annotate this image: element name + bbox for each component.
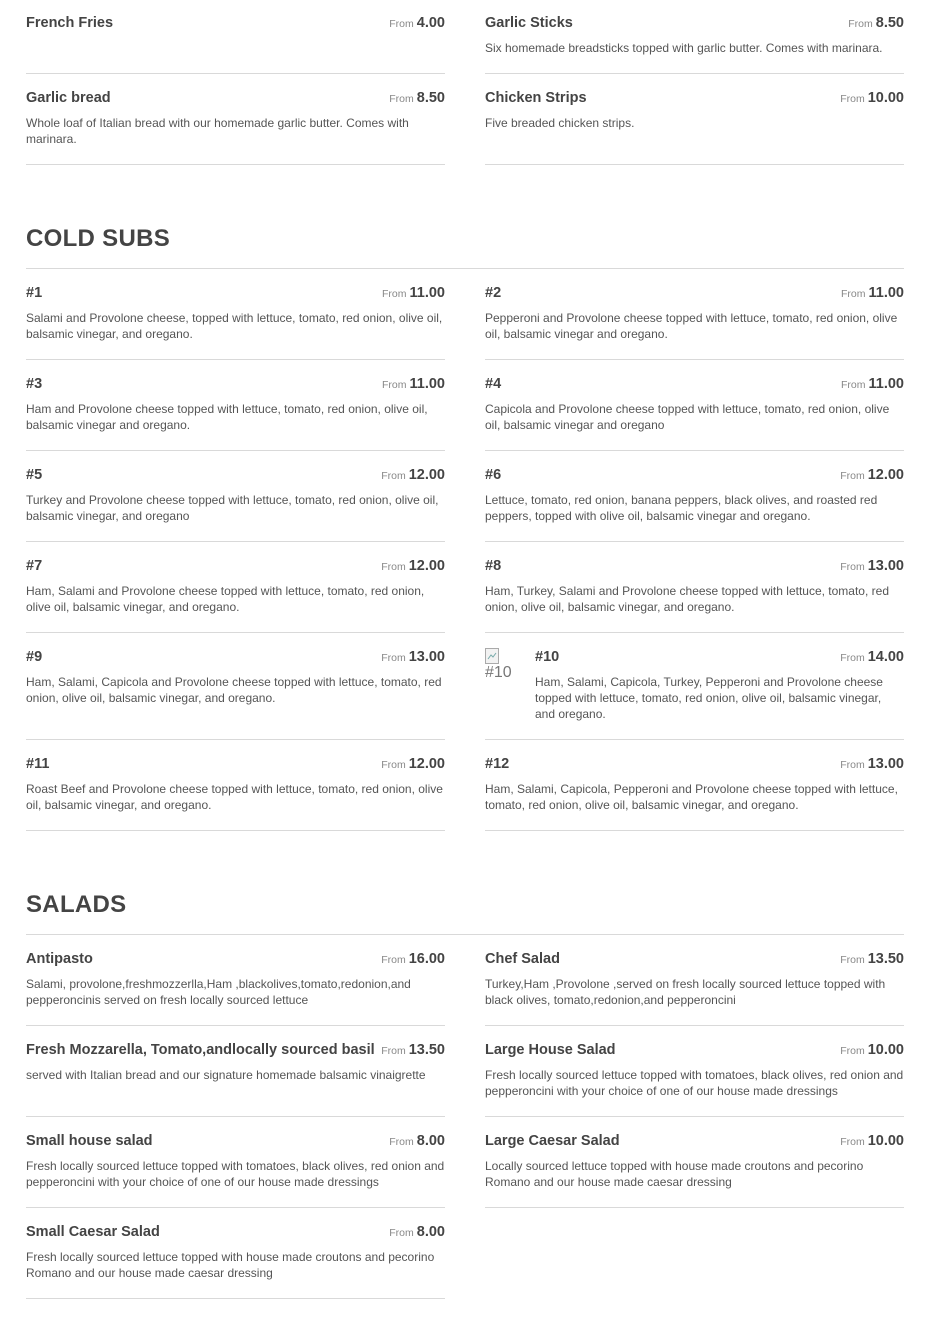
item-name: #8	[485, 558, 502, 574]
item-name: #3	[26, 376, 43, 392]
menu-item[interactable]	[26, 89, 445, 165]
menu-item[interactable]	[26, 1132, 445, 1208]
item-name: French Fries	[26, 15, 114, 31]
item-description: Salami and Provolone cheese, topped with lettuce, tomato, red onion, olive oil, balsamic vinegar, and oregano.	[26, 311, 443, 341]
item-description: Pepperoni and Provolone cheese topped with lettuce, tomato, red onion, olive oil, balsamic vinegar and oregano.	[485, 311, 898, 341]
item-price: From 11.00	[841, 376, 904, 392]
item-price: From 12.00	[381, 467, 445, 483]
menu-item[interactable]	[26, 1041, 445, 1117]
item-description: Locally sourced lettuce topped with house made croutons and pecorino Romano and our house made caesar dressing	[485, 1159, 864, 1189]
section-title: SALADS	[26, 891, 127, 918]
item-price: From 11.00	[382, 285, 445, 301]
item-description: Lettuce, tomato, red onion, banana peppers, black olives, and roasted red peppers, topped with olive oil, balsamic vinegar and oregano.	[485, 493, 878, 523]
item-price: From 12.00	[381, 558, 445, 574]
menu-item[interactable]	[485, 284, 904, 360]
menu-item[interactable]	[485, 14, 904, 74]
item-price: From 10.00	[840, 1042, 904, 1058]
menu-item[interactable]	[485, 1132, 904, 1208]
menu-item[interactable]	[26, 648, 445, 740]
item-description: Turkey,Ham ,Provolone ,served on fresh locally sourced lettuce topped with black olives, tomato,redonion,and pepperoncini	[485, 977, 886, 1007]
item-name: Garlic bread	[26, 90, 111, 106]
item-description: Ham and Provolone cheese topped with lettuce, tomato, red onion, olive oil, balsamic vinegar and oregano.	[26, 402, 428, 432]
item-name: Small house salad	[26, 1133, 153, 1149]
menu-item[interactable]	[485, 89, 904, 165]
item-price: From 13.00	[381, 649, 445, 665]
item-name: #2	[485, 285, 502, 301]
item-name: Chicken Strips	[485, 90, 587, 106]
menu-item[interactable]	[485, 557, 904, 633]
item-name: #11	[26, 756, 50, 772]
item-price: From 12.00	[381, 756, 445, 772]
item-description: Capicola and Provolone cheese topped with lettuce, tomato, red onion, olive oil, balsamic vinegar and oregano	[485, 402, 890, 432]
item-price: From 8.00	[389, 1133, 445, 1149]
item-name: Garlic Sticks	[485, 15, 573, 31]
item-name: #5	[26, 467, 43, 483]
item-price: From 11.00	[841, 285, 904, 301]
menu-item[interactable]	[485, 466, 904, 542]
item-name: Large House Salad	[485, 1042, 616, 1058]
item-description: Ham, Salami, Capicola, Turkey, Pepperoni and Provolone cheese topped with lettuce, tomato, red onion, olive oil, balsamic vinegar, and oregano.	[535, 675, 883, 721]
menu-item[interactable]	[485, 950, 904, 1026]
item-price: From 14.00	[840, 649, 904, 665]
item-description: Whole loaf of Italian bread with our homemade garlic butter. Comes with marinara.	[26, 116, 409, 146]
item-name: Small Caesar Salad	[26, 1224, 160, 1240]
item-name: Fresh Mozzarella, Tomato,andlocally sourced basil	[26, 1042, 375, 1058]
item-price: From 4.00	[389, 15, 445, 31]
menu-item[interactable]	[26, 1223, 445, 1299]
broken-image-icon[interactable]	[485, 648, 525, 681]
menu-item[interactable]	[26, 466, 445, 542]
section-header-salads	[26, 891, 904, 935]
item-price: From 8.00	[389, 1224, 445, 1240]
menu-item[interactable]	[26, 950, 445, 1026]
item-name: #6	[485, 467, 502, 483]
section-header-cold-subs	[26, 225, 904, 269]
item-price: From 16.00	[381, 951, 445, 967]
item-price: From 13.50	[840, 951, 904, 967]
item-name: #7	[26, 558, 43, 574]
item-name: Antipasto	[26, 951, 93, 967]
item-price: From 13.00	[840, 756, 904, 772]
item-name: Large Caesar Salad	[485, 1133, 620, 1149]
menu-item[interactable]	[26, 375, 445, 451]
item-price: From 8.50	[848, 15, 904, 31]
menu-item[interactable]	[485, 755, 904, 831]
item-description: Fresh locally sourced lettuce topped with tomatoes, black olives, red onion and pepperoncini with your choice of one of our house made dressings	[485, 1068, 904, 1098]
item-price: From 8.50	[389, 90, 445, 106]
menu-item[interactable]	[485, 1041, 904, 1117]
item-description: Six homemade breadsticks topped with garlic butter. Comes with marinara.	[485, 41, 883, 55]
menu-item[interactable]	[485, 648, 904, 740]
menu-item[interactable]	[485, 375, 904, 451]
item-price: From 12.00	[840, 467, 904, 483]
item-description: Ham, Turkey, Salami and Provolone cheese topped with lettuce, tomato, red onion, olive oil, balsamic vinegar, and oregano.	[485, 584, 889, 614]
item-description: Salami, provolone,freshmozzerlla,Ham ,blackolives,tomato,redonion,and pepperoncinis served on fresh locally sourced lettuce	[26, 977, 411, 1007]
item-name: #10	[535, 649, 560, 665]
item-price: From 13.00	[840, 558, 904, 574]
item-price: From 11.00	[382, 376, 445, 392]
item-description: Ham, Salami, Capicola and Provolone cheese topped with lettuce, tomato, red onion, olive oil, balsamic vinegar, and oregano.	[26, 675, 442, 705]
item-price: From 10.00	[840, 1133, 904, 1149]
item-name: Chef Salad	[485, 951, 560, 967]
menu-item[interactable]	[26, 14, 445, 74]
image-alt-text: #10	[485, 664, 512, 681]
item-description: Ham, Salami and Provolone cheese topped with lettuce, tomato, red onion, olive oil, balsamic vinegar, and oregano.	[26, 584, 425, 614]
item-name: #9	[26, 649, 43, 665]
item-description: Turkey and Provolone cheese topped with lettuce, tomato, red onion, olive oil, balsamic vinegar, and oregano	[26, 493, 439, 523]
item-name: #4	[485, 376, 502, 392]
section-title: COLD SUBS	[26, 225, 171, 252]
item-description: served with Italian bread and our signature homemade balsamic vinaigrette	[26, 1068, 426, 1082]
item-description: Fresh locally sourced lettuce topped with house made croutons and pecorino Romano and our house made caesar dressing	[26, 1250, 435, 1280]
item-description: Fresh locally sourced lettuce topped with tomatoes, black olives, red onion and pepperoncini with your choice of one of our house made dressings	[26, 1159, 445, 1189]
item-description: Ham, Salami, Capicola, Pepperoni and Provolone cheese topped with lettuce, tomato, red onion, olive oil, balsamic vinegar, and oregano.	[485, 782, 898, 812]
item-price: From 10.00	[840, 90, 904, 106]
item-name: #12	[485, 756, 510, 772]
menu-item[interactable]	[26, 557, 445, 633]
item-description: Five breaded chicken strips.	[485, 116, 635, 130]
item-name: #1	[26, 285, 43, 301]
item-price: From 13.50	[381, 1042, 445, 1058]
item-description: Roast Beef and Provolone cheese topped with lettuce, tomato, red onion, olive oil, balsamic vinegar, and oregano.	[26, 782, 443, 812]
menu-item[interactable]	[26, 284, 445, 360]
menu-item[interactable]	[26, 755, 445, 831]
